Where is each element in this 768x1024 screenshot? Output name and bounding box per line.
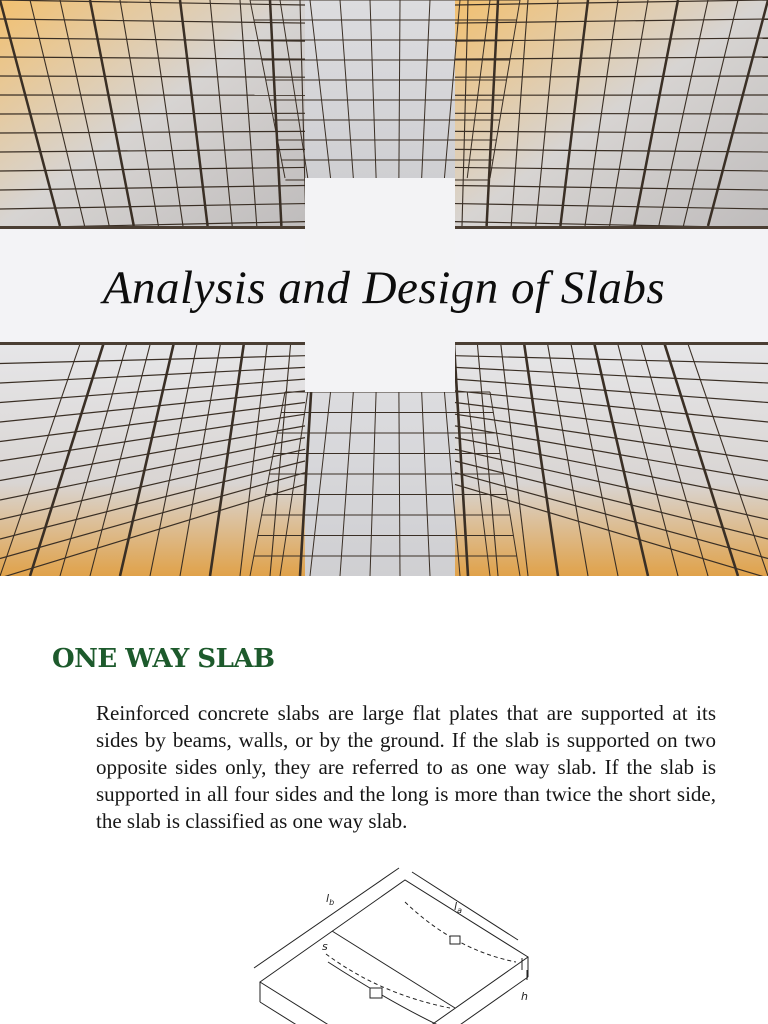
- label-h: h: [521, 990, 528, 1003]
- one-way-slab-diagram: [240, 862, 540, 1024]
- label-lb: $l_b$: [326, 892, 335, 907]
- body-paragraph: Reinforced concrete slabs are large flat plates that are supported at its sides by beams, walls, or by the ground. If the slab is supported on two opposite sides only, they are referred to as one way slab. If the slab is supported in all four sides and the long is more than twice the short side, the slab is classified as one way slab.: [96, 701, 716, 833]
- label-s: s: [322, 940, 328, 953]
- page-title: Analysis and Design of Slabs: [102, 262, 666, 314]
- label-la: $l_a$: [454, 900, 462, 915]
- section-heading: ONE WAY SLAB: [52, 644, 275, 674]
